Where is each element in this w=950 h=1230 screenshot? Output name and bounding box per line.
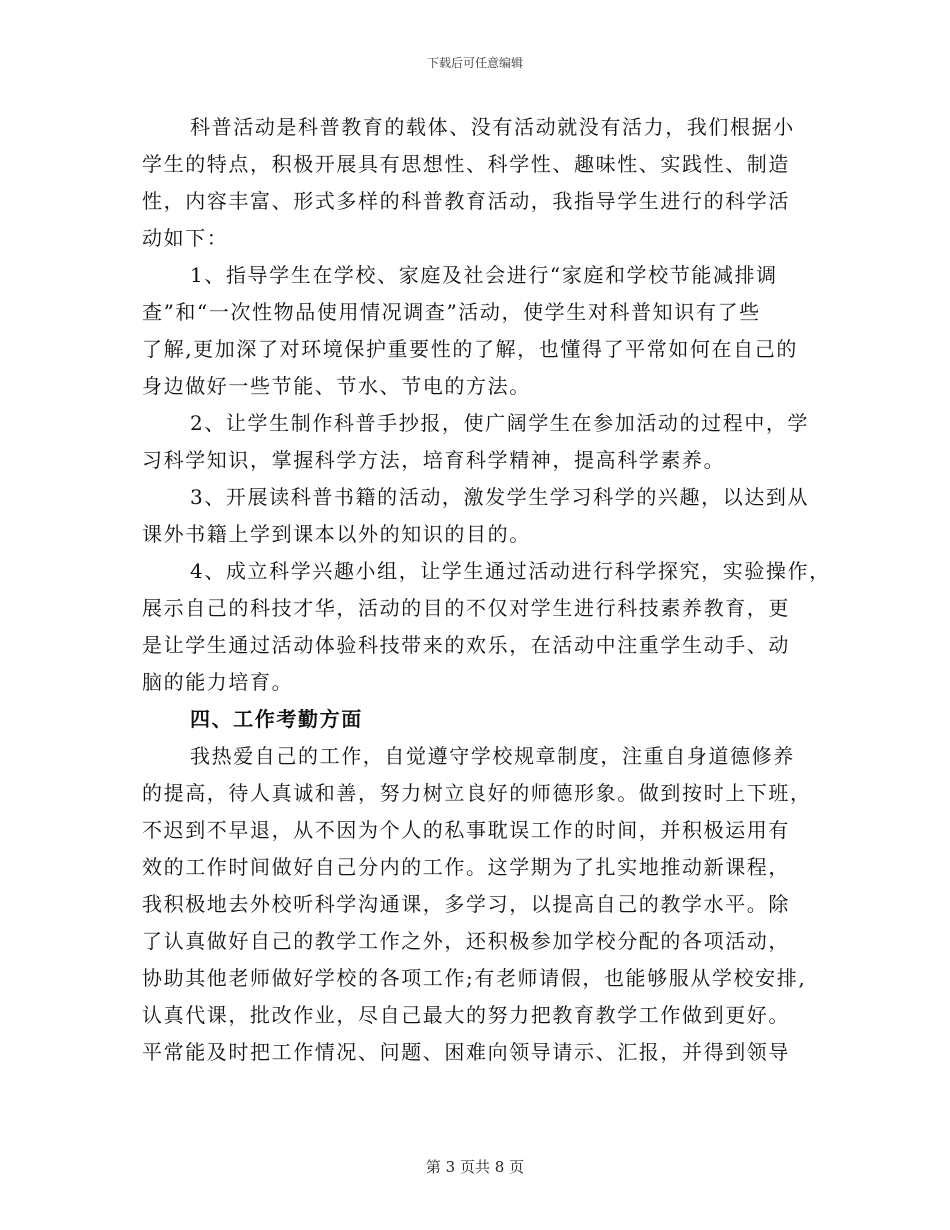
body-text-line: 4、成立科学兴趣小组，让学生通过活动进行科学探究，实验操作， <box>190 559 831 583</box>
body-text-line: 动如下： <box>142 226 229 250</box>
body-text-line: 了解,更加深了对环境保护重要性的了解，也懂得了平常如何在自己的 <box>142 337 798 361</box>
body-text-line: 平常能及时把工作情况、问题、困难向领导请示、汇报，并得到领导 <box>142 1040 790 1064</box>
body-text-line: 是让学生通过活动体验科技带来的欢乐，在活动中注重学生动手、动 <box>142 633 790 657</box>
body-text-line: 认真代课，批改作业，尽自己最大的努力把教育教学工作做到更好。 <box>142 1003 790 1027</box>
body-text-line: 效的工作时间做好自己分内的工作。这学期为了扎实地推动新课程， <box>142 855 790 879</box>
body-text-line: 学生的特点，积极开展具有思想性、科学性、趣味性、实践性、制造 <box>142 152 790 176</box>
section-heading: 四、工作考勤方面 <box>190 707 363 731</box>
body-text-line: 习科学知识，掌握科学方法，培育科学精神，提高科学素养。 <box>142 448 726 472</box>
body-text-line: 展示自己的科技才华，活动的目的不仅对学生进行科技素养教育，更 <box>142 596 790 620</box>
body-text-line: 协助其他老师做好学校的各项工作;有老师请假，也能够服从学校安排, <box>142 966 807 990</box>
body-text-line: 我积极地去外校听科学沟通课，多学习，以提高自己的教学水平。除 <box>142 892 790 916</box>
body-text-line: 性，内容丰富、形式多样的科普教育活动，我指导学生进行的科学活 <box>142 189 790 213</box>
body-text-line: 课外书籍上学到课本以外的知识的目的。 <box>142 522 531 546</box>
body-text-line: 科普活动是科普教育的载体、没有活动就没有活力，我们根据小 <box>190 115 795 139</box>
body-text-line: 身边做好一些节能、节水、节电的方法。 <box>142 374 531 398</box>
body-text-line: 的提高，待人真诚和善，努力树立良好的师德形象。做到按时上下班， <box>142 781 812 805</box>
body-text-line: 2、让学生制作科普手抄报，使广阔学生在参加活动的过程中，学 <box>190 411 810 435</box>
page-header: 下载后可任意编辑 <box>426 56 523 70</box>
body-text-line: 脑的能力培育。 <box>142 670 294 694</box>
body-text-line: 了认真做好自己的教学工作之外，还积极参加学校分配的各项活动， <box>142 929 790 953</box>
body-text-line: 我热爱自己的工作，自觉遵守学校规章制度，注重自身道德修养 <box>190 744 795 768</box>
body-text-line: 1、指导学生在学校、家庭及社会进行“家庭和学校节能减排调 <box>190 263 778 287</box>
body-text-line: 查”和“一次性物品使用情况调查”活动，使学生对科普知识有了些 <box>142 300 761 324</box>
body-text-line: 3、开展读科普书籍的活动，激发学生学习科学的兴趣，以达到从 <box>190 485 810 509</box>
page-number-footer: 第 3 页共 8 页 <box>425 1158 525 1176</box>
body-text-line: 不迟到不早退，从不因为个人的私事耽误工作的时间，并积极运用有 <box>142 818 790 842</box>
